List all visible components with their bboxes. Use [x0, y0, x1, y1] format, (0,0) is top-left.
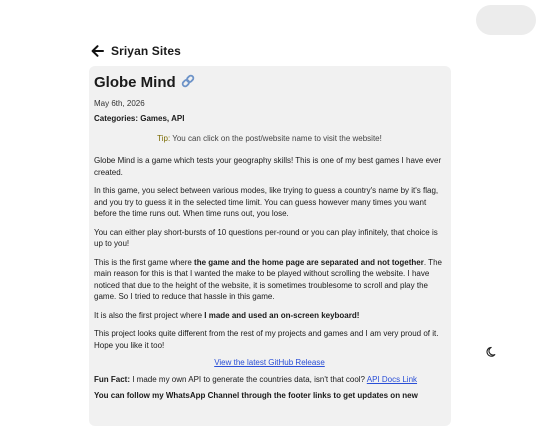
post-title[interactable] [94, 72, 445, 92]
keyboard-text-a: It is also the first project where [94, 310, 205, 320]
back-nav[interactable] [91, 42, 181, 60]
separation-text-c: . The main reason for this is that I wanted the make to be played without scrolling the website. I have noticed that due to the height of the website, it is sometimes troublesome to scroll and play the game. So I tried to reduce that hassle in this game. [94, 257, 442, 301]
moon-icon[interactable] [486, 345, 498, 363]
paragraph-rounds: You can either play short-bursts of 10 questions per-round or you can play infinitely, that choice is up to you! [94, 227, 438, 248]
separation-text-a: This is the first game where [94, 257, 195, 267]
categories-value: Games, API [140, 114, 185, 123]
keyboard-bold: I made and used an on-screen keyboard! [204, 310, 360, 320]
fun-fact [94, 375, 445, 384]
arrow-left-icon[interactable] [91, 45, 104, 57]
funfact-label: Fun Fact: [94, 375, 130, 384]
post-categories [94, 114, 445, 123]
site-title[interactable]: Sriyan Sites [111, 44, 181, 58]
paragraph-keyboard [94, 310, 445, 322]
tip-text: You can click on the post/website name to visit the website! [172, 134, 382, 143]
github-release-link[interactable]: View the latest GitHub Release [214, 358, 325, 367]
post-card [89, 66, 451, 426]
funfact-text: I made my own API to generate the countries data, isn't that cool? [130, 375, 367, 384]
link-icon [180, 73, 196, 92]
paragraph-modes: In this game, you select between various modes, like trying to guess a country's name by it's flag, and you try to guess it in the selected time limit. You can guess however many times you want before the time runs out. When time runs out, you lose. [94, 186, 439, 218]
post-title-text[interactable]: Globe Mind [94, 73, 176, 91]
separation-bold: the game and the home page are separated and not together [194, 257, 424, 267]
top-right-pill[interactable] [476, 5, 536, 35]
tip-label: Tip: [157, 134, 171, 143]
release-link-row [94, 358, 445, 367]
whatsapp-note: You can follow my WhatsApp Channel through the footer links to get updates on new [94, 391, 418, 400]
tip-line [94, 134, 445, 143]
post-date: May 6th, 2026 [94, 99, 145, 108]
api-docs-link[interactable]: API Docs Link [366, 375, 418, 384]
categories-label: Categories: [94, 114, 139, 123]
paragraph-proud: This project looks quite different from the rest of my projects and games and I am very proud of it. Hope you like it too! [94, 329, 439, 350]
paragraph-separation [94, 257, 445, 303]
paragraph-intro: Globe Mind is a game which tests your geography skills! This is one of my best games I have ever created. [94, 156, 442, 177]
